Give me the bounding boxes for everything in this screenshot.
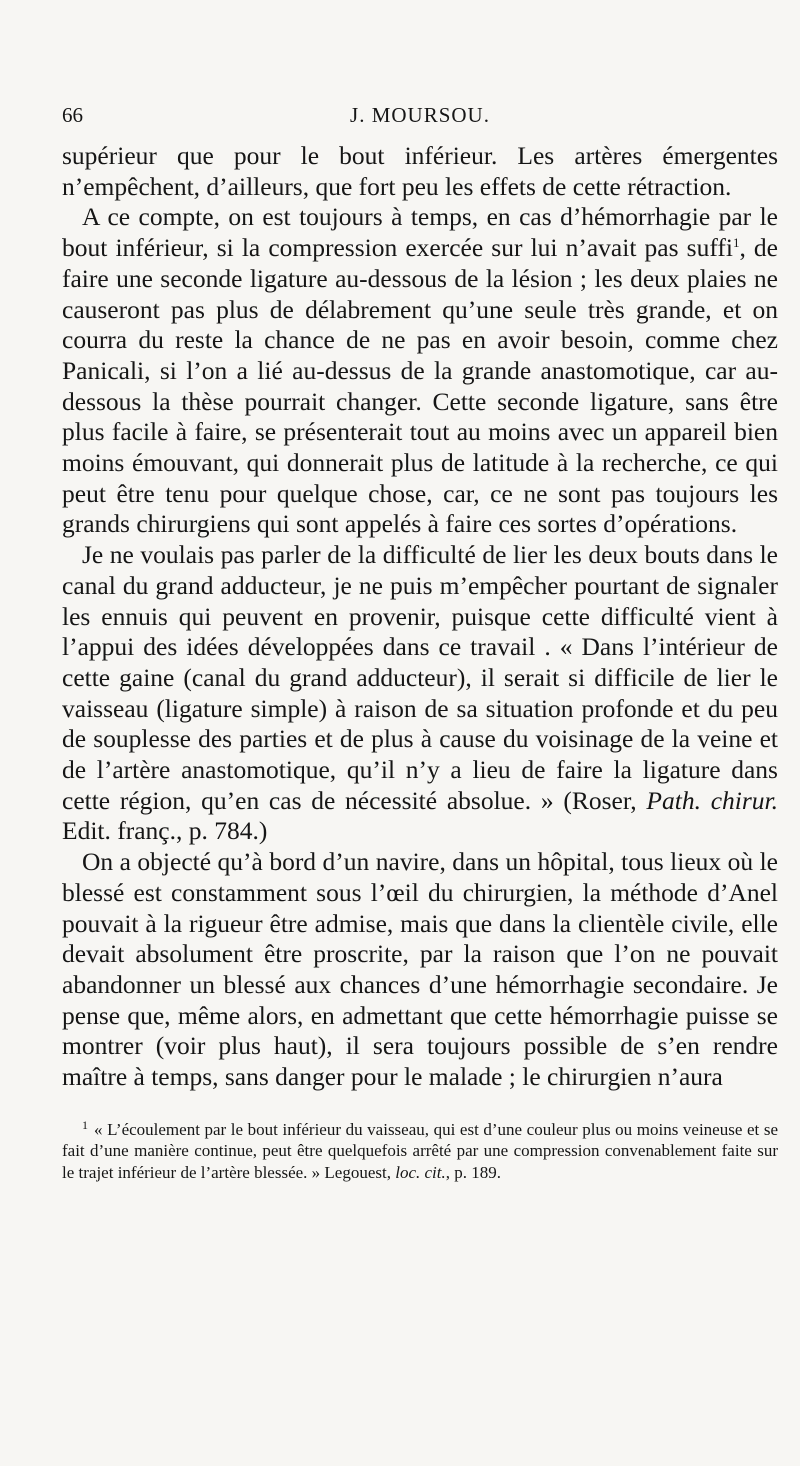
paragraph-text: supérieur que pour le bout inférieur. Les artères émergentes n’empêchent, d’ailleurs, que fort peu les effets de cette rétraction. (62, 141, 778, 201)
paragraph-1 (62, 141, 778, 202)
book-page (62, 103, 778, 1183)
paragraph-text: , de faire une seconde ligature au-dessous de la lésion ; les deux plaies ne causeront pas plus de délabrement qu’une seule très grande, et on courra du reste la chance de ne pas en avoir besoin, comme chez Panicali, si l’on a lié au-dessus de la grande anastomotique, car au-dessous la thèse pourrait changer. Cette seconde ligature, sans être plus facile à faire, se présenterait tout au moins avec un appareil bien moins émouvant, qui donnerait plus de latitude à la recherche, ce qui peut être tenu pour quelque chose, car, ce ne sont pas toujours les grands chirurgiens qui sont appelés à faire ces sortes d’opérations. (62, 233, 778, 539)
footnote-text: « L’écoulement par le bout inférieur du vaisseau, qui est d’une couleur plus ou moins veineuse et se fait d’une manière continue, peut être quelquefois arrêté par une compression convenablement faite sur le trajet inférieur de l’artère blessée. » Legouest, (62, 1119, 778, 1182)
running-header (62, 103, 778, 133)
footnote-citation: loc. cit. (395, 1162, 446, 1182)
paragraph-text: Je ne voulais pas parler de la difficulté de lier les deux bouts dans le canal du grand adducteur, je ne puis m’empêcher pourtant de signaler les ennuis qui peuvent en provenir, puisque cette difficulté vient à l’appui des idées développées dans ce travail . « Dans l’intérieur de cette gaine (canal du grand adducteur), il serait si difficile de lier le vaisseau (ligature simple) à raison de sa situation profonde et du peu de souplesse des parties et de plus à cause du voisinage de la veine et de l’artère anastomotique, qu’il n’y a lieu de faire la ligature dans cette région, qu’en cas de nécessité absolue. » (Roser, (62, 540, 778, 815)
paragraph-text: Edit. franç., p. 784.) (62, 816, 268, 846)
paragraph-text: A ce compte, on est toujours à temps, en cas d’hémorrhagie par le bout inférieur, si la compression exercée sur lui n’avait pas suffi (62, 202, 778, 263)
paragraph-2 (62, 202, 778, 540)
footnote-mark: 1 (82, 1117, 88, 1132)
footnotes (62, 1119, 778, 1184)
page-number: 66 (62, 103, 83, 127)
footnote-1 (62, 1119, 778, 1184)
paragraph-3 (62, 540, 778, 847)
footnote-reference[interactable]: 1 (732, 235, 740, 251)
running-title: J. MOURSOU. (350, 103, 490, 127)
footnote-tail: , p. 189. (445, 1162, 501, 1182)
paragraph-4 (62, 847, 778, 1093)
main-text (62, 141, 778, 1093)
paragraph-text: On a objecté qu’à bord d’un navire, dans un hôpital, tous lieux où le blessé est constamment sous l’œil du chirurgien, la méthode d’Anel pouvait à la rigueur être admise, mais que dans la clientèle civile, elle devait absolument être proscrite, par la raison que l’on ne pouvait abandonner un blessé aux chances d’une hémorrhagie secondaire. Je pense que, même alors, en admettant que cette hémorrhagie puisse se montrer (voir plus haut), il sera toujours possible de s’en rendre maître à temps, sans danger pour le malade ; le chirurgien n’aura (62, 847, 778, 1092)
citation-title: Path. chirur. (646, 785, 778, 815)
